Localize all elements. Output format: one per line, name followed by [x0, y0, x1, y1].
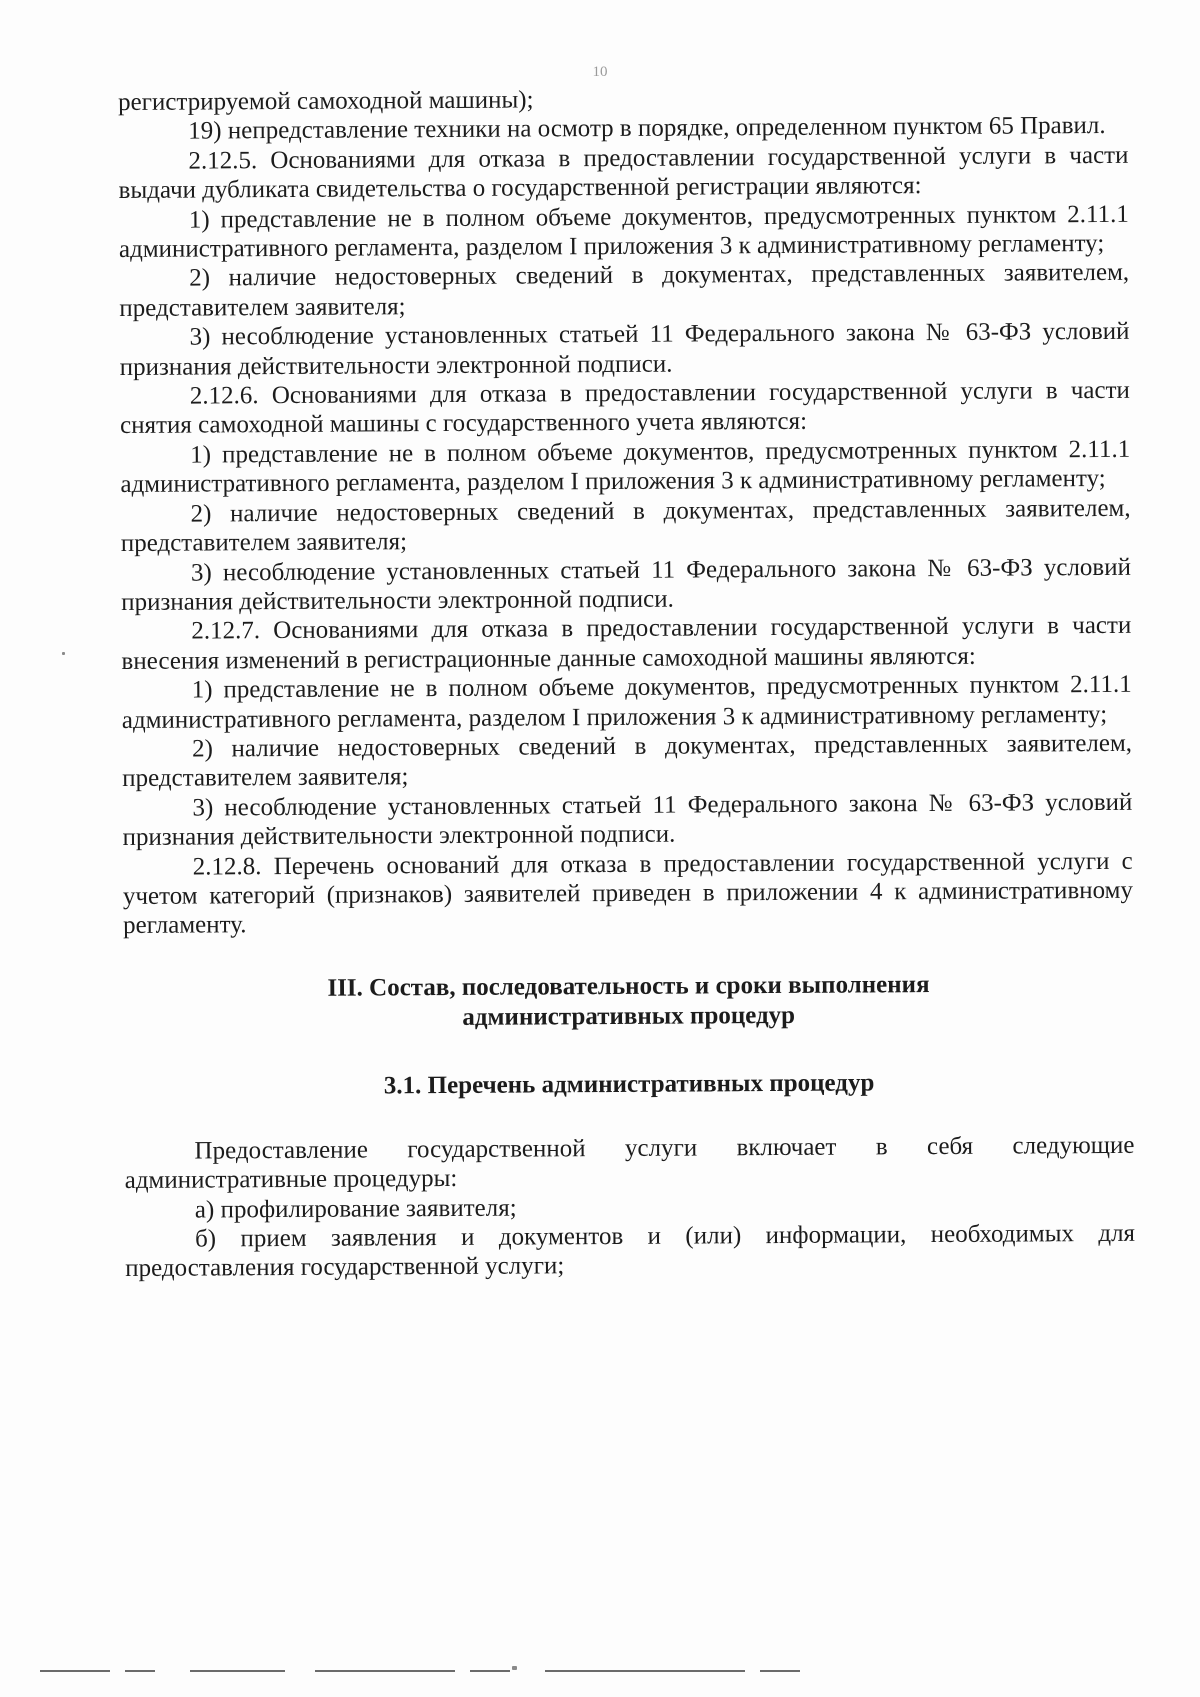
paragraph: а) профилирование заявителя; [194, 1194, 517, 1224]
paragraph: Предоставление государственной услуги включает в себя следующие административные процедуры: [124, 1131, 1135, 1195]
paragraph: 2) наличие недостоверных сведений в документах, представленных заявителем, представителем заявителя; [120, 494, 1131, 558]
page-number: 10 [592, 64, 608, 80]
paragraph: 2.12.7. Основаниями для отказа в предоставлении государственной услуги в части внесения изменений в регистрационные данные самоходной машины являются: [121, 612, 1132, 675]
scan-artifact-line [125, 1670, 155, 1672]
section-heading-line2: административных процедур [462, 1001, 796, 1031]
paragraph: 3) несоблюдение установленных статьей 11 Федерального закона № 63-ФЗ условий признания действительности электронной подписи. [119, 318, 1130, 381]
scan-artifact-dot [512, 1666, 517, 1670]
subsection-heading: 3.1. Перечень административных процедур [383, 1069, 875, 1100]
paragraphs-before-heading [118, 82, 1133, 941]
paragraph: 3) несоблюдение установленных статьей 11 Федерального закона № 63-ФЗ условий признания действительности электронной подписи. [122, 788, 1133, 852]
paragraph: 1) представление не в полном объеме документов, предусмотренных пунктом 2.11.1 административного регламента, разделом I приложения 3 к административному регламенту; [118, 200, 1129, 264]
paragraph: 3) несоблюдение установленных статьей 11 Федерального закона № 63-ФЗ условий признания действительности электронной подписи. [121, 553, 1132, 616]
paragraph: 2) наличие недостоверных сведений в документах, представленных заявителем, представителем заявителя; [119, 259, 1130, 322]
scan-artifact-line [40, 1670, 110, 1672]
paragraph: 1) представление не в полном объеме документов, предусмотренных пунктом 2.11.1 административного регламента, разделом I приложения 3 к административному регламенту; [120, 435, 1131, 499]
scan-artifact-dot [62, 652, 65, 655]
paragraph: регистрируемой самоходной машины); [118, 86, 534, 116]
document-body [118, 82, 1135, 1284]
paragraph: 2.12.5. Основаниями для отказа в предоставлении государственной услуги в части выдачи дубликата свидетельства о государственной регистрации являются: [118, 141, 1129, 205]
scan-artifact-line [760, 1670, 800, 1672]
paragraph: 1) представление не в полном объеме документов, предусмотренных пунктом 2.11.1 административного регламента, разделом I приложения 3 к административному регламенту; [121, 670, 1132, 734]
scan-artifact-line [190, 1670, 285, 1672]
paragraph: 19) непредставление техники на осмотр в порядке, определенном пунктом 65 Правил. [188, 112, 1106, 145]
paragraph: 2.12.6. Основаниями для отказа в предоставлении государственной услуги в части снятия самоходной машины с государственного учета являются: [119, 376, 1130, 440]
paragraph: 2) наличие недостоверных сведений в документах, представленных заявителем, представителем заявителя; [122, 729, 1133, 793]
section-heading [123, 969, 1133, 1035]
paragraph: б) прием заявления и документов и (или) информации, необходимых для предоставления государственной услуги; [125, 1219, 1136, 1283]
scan-artifact-line [315, 1670, 455, 1672]
section-heading-line1: III. Состав, последовательность и сроки выполнения [327, 970, 930, 1002]
scan-artifact-line [545, 1670, 745, 1672]
paragraph: 2.12.8. Перечень оснований для отказа в предоставлении государственной услуги с учетом категорий (признаков) заявителей приведен в приложении 4 к административному регламенту. [122, 847, 1134, 940]
paragraphs-after-heading [124, 1131, 1135, 1284]
scan-artifact-line [470, 1670, 510, 1672]
